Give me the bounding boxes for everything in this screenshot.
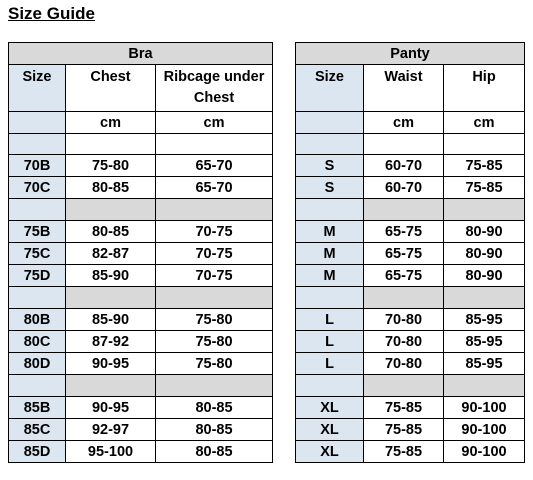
panty-cell: L — [296, 309, 364, 331]
bra-cell: 75-80 — [156, 309, 273, 331]
bra-cell: 75-80 — [66, 155, 156, 177]
bra-cell: 70-75 — [156, 243, 273, 265]
panty-cell: 85-95 — [444, 353, 525, 375]
panty-unit-cell: cm — [444, 112, 525, 134]
bra-cell: 95-100 — [66, 441, 156, 463]
panty-cell: 90-100 — [444, 397, 525, 419]
bra-cell: 82-87 — [66, 243, 156, 265]
panty-cell: 70-80 — [364, 309, 444, 331]
bra-units-row — [9, 112, 273, 134]
panty-table-row — [296, 221, 525, 243]
panty-cell: 70-80 — [364, 353, 444, 375]
bra-separator-row — [9, 287, 273, 309]
panty-cell: S — [296, 155, 364, 177]
panty-separator-cell — [444, 287, 525, 309]
panty-table-row — [296, 441, 525, 463]
panty-table-row — [296, 155, 525, 177]
panty-cell: M — [296, 243, 364, 265]
panty-cell: L — [296, 331, 364, 353]
panty-cell: 65-75 — [364, 243, 444, 265]
panty-cell: XL — [296, 441, 364, 463]
bra-separator-cell — [156, 134, 273, 155]
panty-cell: 70-80 — [364, 331, 444, 353]
bra-cell: 70-75 — [156, 265, 273, 287]
bra-separator-cell — [9, 134, 66, 155]
bra-cell: 87-92 — [66, 331, 156, 353]
panty-cell: 75-85 — [364, 441, 444, 463]
bra-separator-row — [9, 375, 273, 397]
panty-cell: 65-75 — [364, 265, 444, 287]
panty-cell: 75-85 — [444, 155, 525, 177]
panty-cell: 90-100 — [444, 419, 525, 441]
panty-cell: 80-90 — [444, 243, 525, 265]
bra-table-row — [9, 331, 273, 353]
panty-table-row — [296, 309, 525, 331]
bra-separator-cell — [156, 287, 273, 309]
panty-separator-cell — [296, 199, 364, 221]
bra-cell: 75-80 — [156, 331, 273, 353]
bra-cell: 80-85 — [156, 397, 273, 419]
bra-table-row — [9, 309, 273, 331]
panty-heading: Panty — [296, 43, 525, 65]
panty-table-row — [296, 265, 525, 287]
bra-cell: 80C — [9, 331, 66, 353]
bra-separator-cell — [9, 199, 66, 221]
panty-cell: 65-75 — [364, 221, 444, 243]
bra-separator-row — [9, 134, 273, 155]
bra-cell: 92-97 — [66, 419, 156, 441]
bra-table-row — [9, 155, 273, 177]
bra-cell: 65-70 — [156, 177, 273, 199]
panty-units-row — [296, 112, 525, 134]
bra-cell: 80-85 — [66, 177, 156, 199]
bra-cell: 85C — [9, 419, 66, 441]
panty-cell: 60-70 — [364, 155, 444, 177]
bra-table-row — [9, 177, 273, 199]
panty-cell: 75-85 — [444, 177, 525, 199]
panty-cell: 60-70 — [364, 177, 444, 199]
bra-heading: Bra — [9, 43, 273, 65]
bra-separator-cell — [66, 134, 156, 155]
panty-table-row — [296, 397, 525, 419]
bra-unit-cell — [9, 112, 66, 134]
bra-cell: 85B — [9, 397, 66, 419]
panty-table-row — [296, 353, 525, 375]
bra-table-row — [9, 265, 273, 287]
panty-separator-row — [296, 287, 525, 309]
bra-cell: 70C — [9, 177, 66, 199]
bra-unit-cell: cm — [66, 112, 156, 134]
panty-heading-row — [296, 43, 525, 65]
bra-separator-row — [9, 199, 273, 221]
bra-cell: 80B — [9, 309, 66, 331]
panty-separator-cell — [444, 375, 525, 397]
panty-cell: 85-95 — [444, 309, 525, 331]
panty-separator-row — [296, 199, 525, 221]
bra-cell: 75D — [9, 265, 66, 287]
panty-table-row — [296, 419, 525, 441]
bra-size-table — [8, 42, 273, 463]
bra-unit-cell: cm — [156, 112, 273, 134]
panty-separator-cell — [364, 134, 444, 155]
bra-separator-cell — [9, 287, 66, 309]
panty-cell: 80-90 — [444, 221, 525, 243]
panty-table-row — [296, 331, 525, 353]
panty-separator-cell — [296, 287, 364, 309]
panty-separator-cell — [364, 287, 444, 309]
panty-separator-cell — [296, 134, 364, 155]
bra-table-row — [9, 353, 273, 375]
bra-cell: 90-95 — [66, 353, 156, 375]
panty-table-row — [296, 243, 525, 265]
panty-cell: 75-85 — [364, 419, 444, 441]
bra-cell: 85-90 — [66, 265, 156, 287]
panty-cell: 75-85 — [364, 397, 444, 419]
panty-separator-cell — [444, 134, 525, 155]
panty-cell: S — [296, 177, 364, 199]
bra-cell: 80-85 — [156, 441, 273, 463]
panty-separator-cell — [296, 375, 364, 397]
bra-separator-cell — [66, 375, 156, 397]
panty-cell: M — [296, 265, 364, 287]
bra-cell: 80-85 — [66, 221, 156, 243]
bra-table-row — [9, 419, 273, 441]
bra-column-header: Size — [9, 65, 66, 112]
bra-column-header: Chest — [66, 65, 156, 112]
panty-separator-row — [296, 375, 525, 397]
panty-column-header: Waist — [364, 65, 444, 112]
panty-size-table — [295, 42, 525, 463]
panty-column-header-row — [296, 65, 525, 112]
panty-separator-cell — [444, 199, 525, 221]
bra-column-header-row — [9, 65, 273, 112]
bra-table-row — [9, 441, 273, 463]
bra-heading-row — [9, 43, 273, 65]
page-title: Size Guide — [8, 4, 95, 23]
panty-separator-row — [296, 134, 525, 155]
bra-table-row — [9, 397, 273, 419]
bra-separator-cell — [156, 199, 273, 221]
bra-cell: 85D — [9, 441, 66, 463]
bra-cell: 65-70 — [156, 155, 273, 177]
panty-cell: 85-95 — [444, 331, 525, 353]
panty-column-header: Hip — [444, 65, 525, 112]
bra-separator-cell — [66, 199, 156, 221]
bra-cell: 75C — [9, 243, 66, 265]
bra-cell: 80D — [9, 353, 66, 375]
panty-column-header: Size — [296, 65, 364, 112]
bra-cell: 80-85 — [156, 419, 273, 441]
panty-separator-cell — [364, 375, 444, 397]
panty-unit-cell — [296, 112, 364, 134]
panty-cell: M — [296, 221, 364, 243]
bra-cell: 70-75 — [156, 221, 273, 243]
panty-table-row — [296, 177, 525, 199]
panty-unit-cell: cm — [364, 112, 444, 134]
bra-cell: 85-90 — [66, 309, 156, 331]
bra-table-row — [9, 243, 273, 265]
panty-cell: 90-100 — [444, 441, 525, 463]
bra-table-row — [9, 221, 273, 243]
panty-cell: 80-90 — [444, 265, 525, 287]
bra-cell: 90-95 — [66, 397, 156, 419]
bra-separator-cell — [156, 375, 273, 397]
panty-cell: L — [296, 353, 364, 375]
panty-cell: XL — [296, 397, 364, 419]
bra-separator-cell — [9, 375, 66, 397]
bra-separator-cell — [66, 287, 156, 309]
bra-cell: 75B — [9, 221, 66, 243]
panty-separator-cell — [364, 199, 444, 221]
bra-cell: 75-80 — [156, 353, 273, 375]
bra-cell: 70B — [9, 155, 66, 177]
bra-column-header: Ribcage under Chest — [156, 65, 273, 112]
panty-cell: XL — [296, 419, 364, 441]
